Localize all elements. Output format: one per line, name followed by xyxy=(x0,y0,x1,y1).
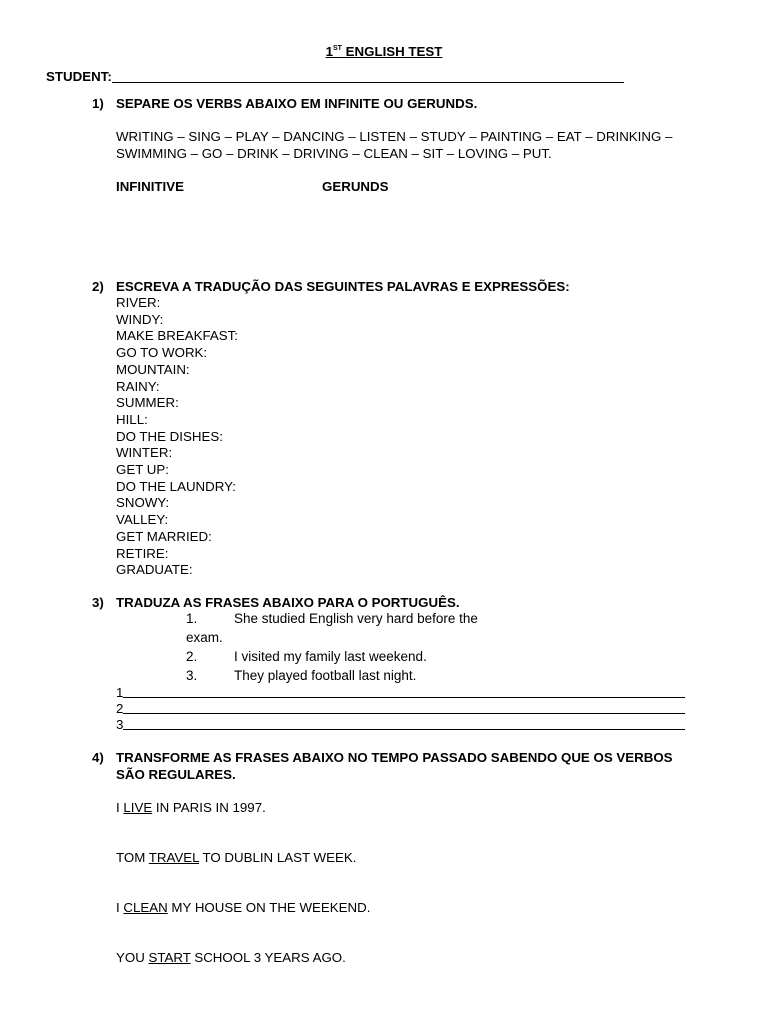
q3-sentence-2-number: 2. xyxy=(186,649,198,664)
q4-sentence-2: TOM TRAVEL TO DUBLIN LAST WEEK. xyxy=(116,850,357,865)
q3-sentence-1-number: 1. xyxy=(186,611,198,626)
q3-sentence-1: She studied English very hard before the xyxy=(234,611,478,626)
list-item: SNOWY: xyxy=(116,495,170,511)
q3-sentence-3: They played football last night. xyxy=(234,668,417,683)
q3-sentence-2: I visited my family last weekend. xyxy=(234,649,427,664)
q4-sentence-3: I CLEAN MY HOUSE ON THE WEEKEND. xyxy=(116,900,371,915)
student-label: STUDENT: xyxy=(46,69,112,84)
q4-sentence-4: YOU START SCHOOL 3 YEARS AGO. xyxy=(116,950,346,965)
list-item: GET MARRIED: xyxy=(116,528,212,544)
verb-underlined: CLEAN xyxy=(123,900,168,915)
q4-heading-cont: SÃO REGULARES. xyxy=(116,767,236,782)
q3-sentence-3-number: 3. xyxy=(186,668,198,683)
q4-sentence-1: I LIVE IN PARIS IN 1997. xyxy=(116,800,266,815)
q3-sentence-1-cont: exam. xyxy=(186,630,223,645)
q1-verbs-line1: WRITING – SING – PLAY – DANCING – LISTEN – STUDY – PAINTING – EAT – DRINKING – xyxy=(116,129,673,144)
verb-underlined: START xyxy=(148,950,191,965)
q1-gerunds-column: GERUNDS xyxy=(322,179,389,194)
list-item: DO THE LAUNDRY: xyxy=(116,478,236,494)
list-item: GET UP: xyxy=(116,462,169,478)
list-item: MAKE BREAKFAST: xyxy=(116,328,238,344)
list-item: RETIRE: xyxy=(116,545,169,561)
list-item: WINDY: xyxy=(116,311,164,327)
list-item: DO THE DISHES: xyxy=(116,428,223,444)
verb-underlined: LIVE xyxy=(123,800,153,815)
page-title: 1ST ENGLISH TEST xyxy=(325,44,443,59)
q3-heading: 3) TRADUZA AS FRASES ABAIXO PARA O PORTUGUÊS. xyxy=(92,595,460,610)
list-item: RIVER: xyxy=(116,295,161,310)
q3-answer-line-3[interactable]: 3 xyxy=(116,717,685,732)
q2-heading: 2) ESCREVA A TRADUÇÃO DAS SEGUINTES PALAVRAS E EXPRESSÕES: xyxy=(92,279,570,294)
list-item: MOUNTAIN: xyxy=(116,361,190,377)
list-item: VALLEY: xyxy=(116,512,169,528)
q1-verbs-line2: SWIMMING – GO – DRINK – DRIVING – CLEAN – SIT – LOVING – PUT. xyxy=(116,146,552,161)
q3-answer-line-1[interactable]: 1 xyxy=(116,685,685,700)
student-field[interactable] xyxy=(46,69,624,84)
q1-heading: 1) SEPARE OS VERBS ABAIXO EM INFINITE OU GERUNDS. xyxy=(92,96,478,111)
q1-infinitive-column: INFINITIVE xyxy=(116,179,184,194)
q2-word-list xyxy=(116,295,238,579)
verb-underlined: TRAVEL xyxy=(148,850,200,865)
student-name-line[interactable] xyxy=(112,70,624,83)
list-item: WINTER: xyxy=(116,445,173,461)
q3-answer-line-2[interactable]: 2 xyxy=(116,701,685,716)
list-item: SUMMER: xyxy=(116,395,179,411)
q4-heading: 4) TRANSFORME AS FRASES ABAIXO NO TEMPO PASSADO SABENDO QUE OS VERBOS xyxy=(92,750,673,765)
list-item: GO TO WORK: xyxy=(116,345,208,361)
list-item: HILL: xyxy=(116,411,148,427)
list-item: GRADUATE: xyxy=(116,562,193,578)
list-item: RAINY: xyxy=(116,378,160,394)
